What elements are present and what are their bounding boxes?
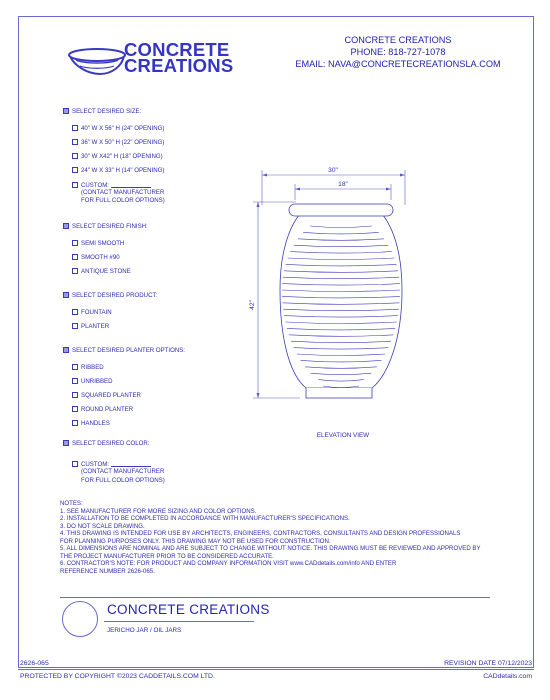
dim-label-opening: 18" [338,181,348,188]
logo-line-2: CREATIONS [124,55,234,76]
planter-option: SQUARED PLANTER [72,392,141,399]
finish-heading-checkbox[interactable] [63,223,69,229]
size-heading-checkbox[interactable] [63,108,69,114]
product-heading-checkbox[interactable] [63,292,69,298]
jar-rim [289,204,393,216]
finish-option-checkbox[interactable] [72,268,78,274]
logo-wordmark [124,39,234,76]
contact-block [286,34,510,70]
color-custom-checkbox[interactable] [72,461,78,467]
size-option: 40" W X 56" H (24" OPENING) [72,125,164,132]
elevation-view-caption: ELEVATION VIEW [316,432,370,439]
revision-date: REVISION DATE 07/12/2023 [444,660,532,667]
color-custom-note-2: FOR FULL COLOR OPTIONS) [81,477,165,484]
color-heading-checkbox[interactable] [63,440,69,446]
note-line: REFERENCE NUMBER 2626-065. [60,567,155,575]
finish-option: ANTIQUE STONE [72,268,131,275]
copyright-notice: PROTECTED BY COPYRIGHT ©2023 CADDETAILS.COM LTD. [20,673,215,680]
logo-line-1: CONCRETE [124,39,230,60]
reference-number: 2626-065 [20,660,49,667]
jar-elevation-drawing [240,158,440,408]
detail-circle [62,601,98,637]
planter-option: RIBBED [72,364,104,371]
size-custom-note-2: FOR FULL COLOR OPTIONS) [81,197,165,204]
size-option-checkbox[interactable] [72,125,78,131]
footer-rule [18,669,534,670]
size-heading: SELECT DESIRED SIZE: [63,108,141,115]
product-option-checkbox[interactable] [72,309,78,315]
product-option-checkbox[interactable] [72,323,78,329]
note-line: 3. DO NOT SCALE DRAWING. [60,522,145,530]
color-custom: CUSTOM: [72,460,151,468]
size-custom-note-1: (CONTACT MANUFACTURER [81,189,165,196]
color-heading: SELECT DESIRED COLOR: [63,440,149,447]
size-custom-checkbox[interactable] [72,182,78,188]
note-line: THE PROJECT MANUFACTURER PRIOR TO BE CONSIDERED ACCURATE. [60,552,274,560]
planter-option-checkbox[interactable] [72,378,78,384]
notes-heading: NOTES: [60,500,83,507]
size-custom: CUSTOM: [72,181,151,189]
note-line: 1. SEE MANUFACTURER FOR MORE SIZING AND COLOR OPTIONS. [60,507,257,515]
product-title: CONCRETE CREATIONS [107,602,270,617]
planter-option-checkbox[interactable] [72,406,78,412]
product-subtitle: JERICHO JAR / OIL JARS [107,627,182,634]
jar-base [306,388,372,398]
size-option-checkbox[interactable] [72,139,78,145]
finish-option: SMOOTH #90 [72,254,120,261]
size-option-checkbox[interactable] [72,167,78,173]
note-line: FOR PLANNING PURPOSES ONLY. THIS DRAWING MAY NOT BE USED FOR CONSTRUCTION. [60,537,331,545]
planter-option-checkbox[interactable] [72,420,78,426]
product-option: FOUNTAIN [72,309,112,316]
finish-option-checkbox[interactable] [72,240,78,246]
note-line: 2. INSTALLATION TO BE COMPLETED IN ACCORDANCE WITH MANUFACTURER'S SPECIFICATIONS. [60,515,350,523]
dim-label-height: 42" [249,300,256,310]
finish-option-checkbox[interactable] [72,254,78,260]
planter-option: UNRIBBED [72,378,113,385]
title-underline [104,621,254,622]
size-option: 36" W X 50" H (22" OPENING) [72,139,164,146]
size-option-checkbox[interactable] [72,153,78,159]
planter-heading: SELECT DESIRED PLANTER OPTIONS: [63,347,185,354]
dim-label-width: 30" [328,167,338,174]
planter-option-checkbox[interactable] [72,364,78,370]
product-option: PLANTER [72,323,109,330]
note-line: 5. ALL DIMENSIONS ARE NOMINAL AND ARE SUBJECT TO CHANGE WITHOUT NOTICE. THIS DRAWING MUST BE REVIEWED AND APPROVED BY [60,545,481,553]
finish-option: SEMI SMOOTH [72,240,124,247]
planter-option: HANDLES [72,420,110,427]
notes-block [60,500,481,575]
email-address: EMAIL: NAVA@CONCRETECREATIONSLA.COM [295,59,501,69]
caddetails-link[interactable]: CADdetails.com [483,673,532,680]
color-custom-note-1: (CONTACT MANUFACTURER [81,468,165,475]
phone-number: PHONE: 818-727-1078 [350,47,446,57]
title-block-rule [60,597,490,598]
color-custom-field[interactable] [111,460,151,467]
note-line: 6. CONTRACTOR'S NOTE: FOR PRODUCT AND COMPANY INFORMATION VISIT www.CADdetails.com/info AND ENTER [60,560,397,568]
planter-option-checkbox[interactable] [72,392,78,398]
product-heading: SELECT DESIRED PRODUCT: [63,292,157,299]
planter-heading-checkbox[interactable] [63,347,69,353]
size-custom-field[interactable] [111,181,151,188]
planter-option: ROUND PLANTER [72,406,133,413]
size-option: 24" W X 33" H (14" OPENING) [72,167,164,174]
size-option: 30" W X42" H (18" OPENING) [72,153,163,160]
note-line: 4. THIS DRAWING IS INTENDED FOR USE BY ARCHITECTS, ENGINEERS, CONTRACTORS, CONSULTANTS AND DESIGN PROFESSIONALS [60,530,461,538]
company-name: CONCRETE CREATIONS [344,35,452,45]
finish-heading: SELECT DESIRED FINISH: [63,223,148,230]
